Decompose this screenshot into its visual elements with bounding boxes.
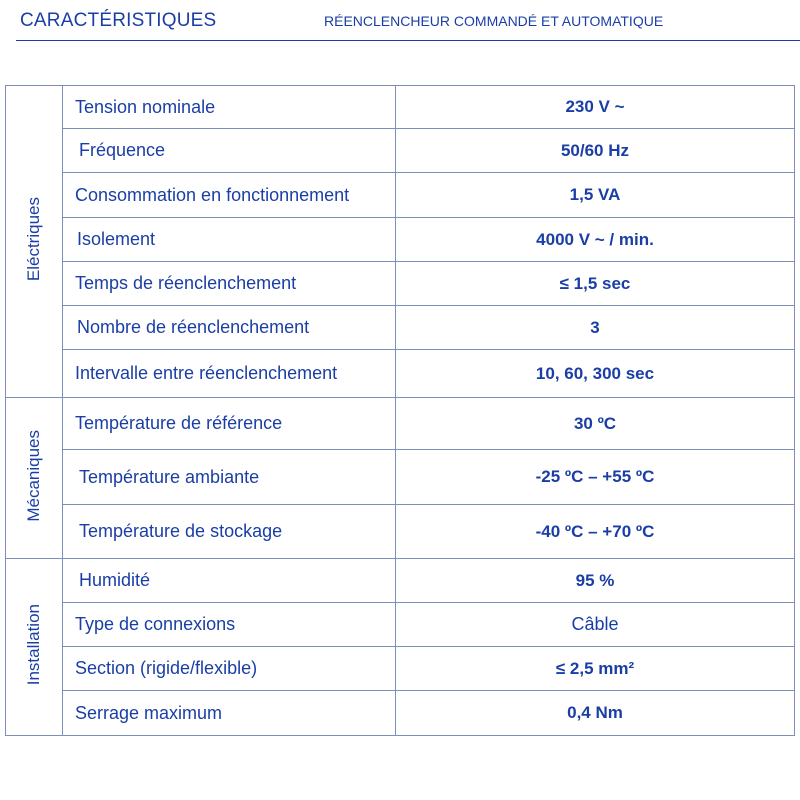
spec-value: -40 ºC – +70 ºC bbox=[396, 505, 795, 559]
spec-value: 3 bbox=[396, 306, 795, 350]
spec-label: Nombre de réenclenchement bbox=[63, 306, 396, 350]
spec-label: Température ambiante bbox=[63, 450, 396, 505]
spec-value: ≤ 1,5 sec bbox=[396, 262, 795, 306]
table-row bbox=[6, 398, 795, 450]
page-subtitle: RÉENCLENCHEUR COMMANDÉ ET AUTOMATIQUE bbox=[324, 13, 664, 29]
spec-value: 1,5 VA bbox=[396, 173, 795, 218]
table-row bbox=[6, 218, 795, 262]
spec-label: Serrage maximum bbox=[63, 691, 396, 736]
table-row bbox=[6, 350, 795, 398]
group-label: Eléctriques bbox=[24, 196, 43, 282]
spec-value: 95 % bbox=[396, 559, 795, 603]
spec-label: Fréquence bbox=[63, 129, 396, 173]
table-row bbox=[6, 505, 795, 559]
spec-label: Humidité bbox=[63, 559, 396, 603]
table-row bbox=[6, 86, 795, 129]
page-header bbox=[16, 0, 800, 41]
spec-value: 30 ºC bbox=[396, 398, 795, 450]
spec-label: Consommation en fonctionnement bbox=[63, 173, 396, 218]
spec-label: Type de connexions bbox=[63, 603, 396, 647]
table-row bbox=[6, 647, 795, 691]
table-row bbox=[6, 691, 795, 736]
table-row bbox=[6, 450, 795, 505]
table-row bbox=[6, 603, 795, 647]
spec-value: 230 V ~ bbox=[396, 86, 795, 129]
spec-label: Intervalle entre réenclenchement bbox=[63, 350, 396, 398]
table-row bbox=[6, 262, 795, 306]
group-label: Mécaniques bbox=[24, 429, 43, 522]
spec-value: -25 ºC – +55 ºC bbox=[396, 450, 795, 505]
spec-label: Isolement bbox=[63, 218, 396, 262]
group-label: Installation bbox=[24, 603, 43, 686]
spec-value: ≤ 2,5 mm² bbox=[396, 647, 795, 691]
table-row bbox=[6, 173, 795, 218]
spec-label: Tension nominale bbox=[63, 86, 396, 129]
group-electriques bbox=[6, 86, 63, 398]
table-row bbox=[6, 559, 795, 603]
spec-value: 10, 60, 300 sec bbox=[396, 350, 795, 398]
spec-label: Température de stockage bbox=[63, 505, 396, 559]
table-row bbox=[6, 306, 795, 350]
spec-value: 4000 V ~ / min. bbox=[396, 218, 795, 262]
group-installation bbox=[6, 559, 63, 736]
spec-value: 50/60 Hz bbox=[396, 129, 795, 173]
spec-label: Temps de réenclenchement bbox=[63, 262, 396, 306]
spec-value: Câble bbox=[396, 603, 795, 647]
characteristics-table bbox=[5, 85, 795, 736]
spec-value: 0,4 Nm bbox=[396, 691, 795, 736]
spec-label: Température de référence bbox=[63, 398, 396, 450]
spec-label: Section (rigide/flexible) bbox=[63, 647, 396, 691]
page-title: CARACTÉRISTIQUES bbox=[20, 10, 217, 31]
table-row bbox=[6, 129, 795, 173]
group-mecaniques bbox=[6, 398, 63, 559]
